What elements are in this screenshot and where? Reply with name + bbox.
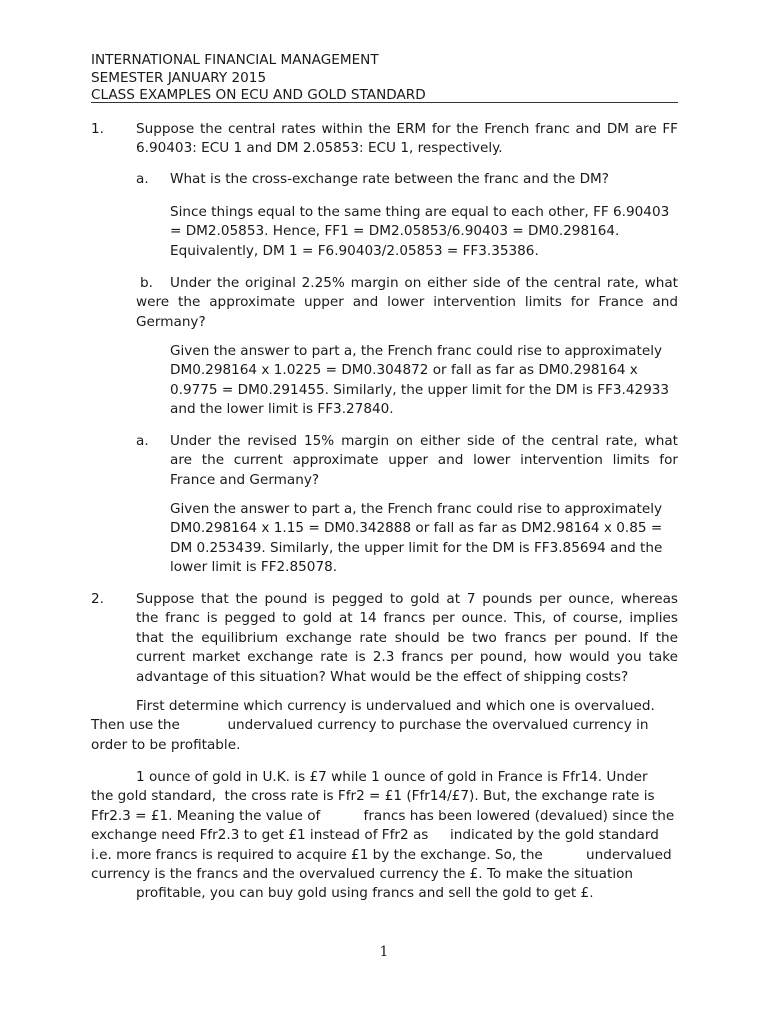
question-1-text: [136, 120, 678, 159]
text-line: First determine which currency is undervalued and which one is overvalued.: [136, 698, 655, 714]
text-line: DM 0.253439. Similarly, the upper limit for the DM is FF3.85694 and the: [170, 539, 663, 556]
course-title: INTERNATIONAL FINANCIAL MANAGEMENT: [91, 52, 379, 68]
question-2-number: 2.: [91, 591, 104, 607]
text-line: Suppose the central rates within the ERM for the French franc and DM are FF: [136, 121, 678, 137]
text-line: exchange need Ffr2.3 to get £1 instead of Ffr2 as indicated by the gold standard: [91, 827, 659, 844]
text-line: Given the answer to part a, the French franc could rise to approximately: [170, 343, 663, 359]
text-line: Since things equal to the same thing are equal to each other, FF 6.90403: [170, 204, 670, 220]
text-line: Ffr2.3 = £1. Meaning the value of francs has been lowered (devalued) since the: [91, 807, 675, 824]
question-1a-label: a.: [136, 171, 149, 187]
text-line: 1 ounce of gold in U.K. is £7 while 1 ounce of gold in France is Ffr14. Under: [136, 769, 648, 785]
question-2-text: [136, 590, 678, 687]
text-line: advantage of this situation? What would be the effect of shipping costs?: [136, 668, 629, 685]
text-line: Then use the undervalued currency to purchase the overvalued currency in: [91, 717, 649, 734]
text-line: France and Germany?: [170, 471, 320, 488]
text-line: profitable, you can buy gold using francs and sell the gold to get £.: [136, 885, 594, 902]
question-1c-label: a.: [136, 433, 149, 449]
text-line: What is the cross-exchange rate between the franc and the DM?: [170, 171, 609, 187]
text-line: and the lower limit is FF3.27840.: [170, 401, 394, 418]
page-number: 1: [379, 944, 389, 960]
answer-2-paragraph-2: [91, 768, 678, 904]
text-line: = DM2.05853. Hence, FF1 = DM2.05853/6.90403 = DM0.298164.: [170, 223, 620, 240]
question-1b-label: b.: [140, 275, 153, 291]
answer-1b: [170, 342, 678, 420]
answer-2-paragraph-1: [91, 697, 678, 755]
text-line: DM0.298164 x 1.15 = DM0.342888 or fall as far as DM2.98164 x 0.85 =: [170, 520, 663, 537]
text-line: Germany?: [136, 313, 206, 330]
text-line: Given the answer to part a, the French franc could rise to approximately: [170, 501, 663, 517]
document-header: [91, 52, 678, 105]
answer-1a: [170, 203, 678, 261]
text-line: are the current approximate upper and lower intervention limits for: [170, 452, 678, 469]
text-line: i.e. more francs is required to acquire £1 by the exchange. So, the undervalued: [91, 846, 672, 863]
text-line: Under the original 2.25% margin on either side of the central rate, what: [170, 275, 678, 291]
text-line: lower limit is FF2.85078.: [170, 559, 338, 576]
question-1b-text: [136, 274, 678, 332]
semester: SEMESTER JANUARY 2015: [91, 69, 267, 86]
question-1c-text: [170, 432, 678, 490]
text-line: Under the revised 15% margin on either side of the central rate, what: [170, 433, 678, 449]
text-line: current market exchange rate is 2.3 francs per pound, how would you take: [136, 649, 678, 666]
document-title: CLASS EXAMPLES ON ECU AND GOLD STANDARD: [91, 87, 426, 103]
text-line: the gold standard, the cross rate is Ffr2 = £1 (Ffr14/£7). But, the exchange rate is: [91, 788, 655, 805]
answer-1c: [170, 500, 678, 578]
text-line: the franc is pegged to gold at 14 francs per ounce. This, of course, implies: [136, 610, 678, 627]
text-line: order to be profitable.: [91, 736, 241, 753]
text-line: currency is the francs and the overvalued currency the £. To make the situation: [91, 866, 634, 883]
question-1-number: 1.: [91, 121, 104, 137]
text-line: 0.9775 = DM0.291455. Similarly, the upper limit for the DM is FF3.42933: [170, 381, 670, 398]
question-1a-text: [170, 170, 678, 189]
text-line: Suppose that the pound is pegged to gold at 7 pounds per ounce, whereas: [136, 591, 678, 607]
text-line: were the approximate upper and lower intervention limits for France and: [136, 294, 678, 311]
text-line: that the equilibrium exchange rate should be two francs per pound. If the: [136, 629, 678, 646]
header-divider: [91, 102, 678, 103]
text-line: 6.90403: ECU 1 and DM 2.05853: ECU 1, respectively.: [136, 140, 503, 157]
text-line: DM0.298164 x 1.0225 = DM0.304872 or fall as far as DM0.298164 x: [170, 362, 638, 379]
text-line: Equivalently, DM 1 = F6.90403/2.05853 = FF3.35386.: [170, 242, 539, 259]
